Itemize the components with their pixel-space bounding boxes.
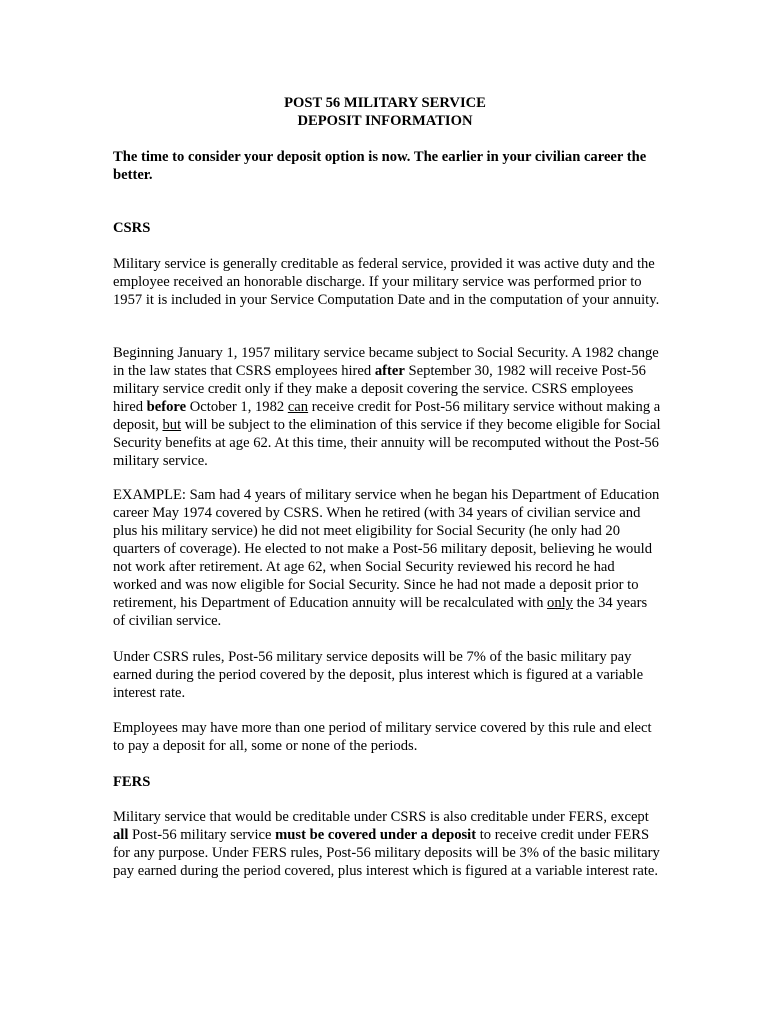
fers-bold-deposit: must be covered under a deposit [275,827,477,843]
csrs-paragraph-2 [113,344,661,470]
fers-paragraph [113,808,661,880]
intro-paragraph: The time to consider your deposit option is now. The earlier in your civilian career the better. [113,149,647,183]
csrs-p2-text-2: September 30, 1982 will receive Post-56 military service credit only if they make a deposit covering the service. CSRS employees hired [113,363,646,415]
csrs-p2-text-3: October 1, 1982 [186,399,288,415]
fers-text-3: to receive credit under FERS for any purpose. Under FERS rules, Post-56 military deposits will be 3% of the basic military pay earned during the period covered, plus interest which is figured at a variable interest rate. [113,827,660,879]
csrs-heading: CSRS [113,220,151,236]
fers-bold-all: all [113,827,129,843]
example-text-2: the 34 years of civilian service. [113,595,648,629]
document-title-line-1: POST 56 MILITARY SERVICE [284,95,486,111]
example-paragraph [113,486,661,630]
csrs-paragraph-1: Military service is generally creditable as federal service, provided it was active duty and the employee received an honorable discharge. If your military service was performed prior to 1957 it is included in your Service Computation Date and in the computation of your annuity. [113,256,660,308]
csrs-p2-underline-can: can [287,399,309,415]
csrs-p2-text-5: will be subject to the elimination of this service if they become eligible for Social Security benefits at age 62. At this time, their annuity will be recomputed without the Post-56 military service. [113,417,661,469]
csrs-paragraph-periods: Employees may have more than one period of military service covered by this rule and elect to pay a deposit for all, some or none of the periods. [113,720,652,754]
example-underline-only: only [547,595,573,611]
fers-text-1: Military service that would be creditable under CSRS is also creditable under FERS, except [113,809,649,825]
csrs-p2-text-1: Beginning January 1, 1957 military service became subject to Social Security. A 1982 change in the law states that CSRS employees hired [113,345,659,379]
example-text-1: EXAMPLE: Sam had 4 years of military service when he began his Department of Education career May 1974 covered by CSRS. When he retired (with 34 years of civilian service and plus his military service) he did not meet eligibility for Social Security (he only had 20 quarters of coverage). He elected to not make a Post-56 military deposit, believing he would not work after retirement. At age 62, when Social Security reviewed his record he had worked and was now eligible for Social Security. Since he had not made a deposit prior to retirement, his Department of Education annuity will be recalculated with [113,487,660,611]
fers-text-2: Post-56 military service [128,827,276,843]
csrs-p2-underline-but: but [162,417,182,433]
csrs-p2-text-4: receive credit for Post-56 military service without making a deposit, [113,399,661,433]
csrs-p2-bold-before: before [146,399,187,415]
document-title-line-2: DEPOSIT INFORMATION [297,113,473,129]
csrs-p2-bold-after: after [374,363,405,379]
fers-heading: FERS [113,774,151,790]
csrs-paragraph-rules: Under CSRS rules, Post-56 military service deposits will be 7% of the basic military pay earned during the period covered by the deposit, plus interest which is figured at a variable interest rate. [113,649,644,701]
